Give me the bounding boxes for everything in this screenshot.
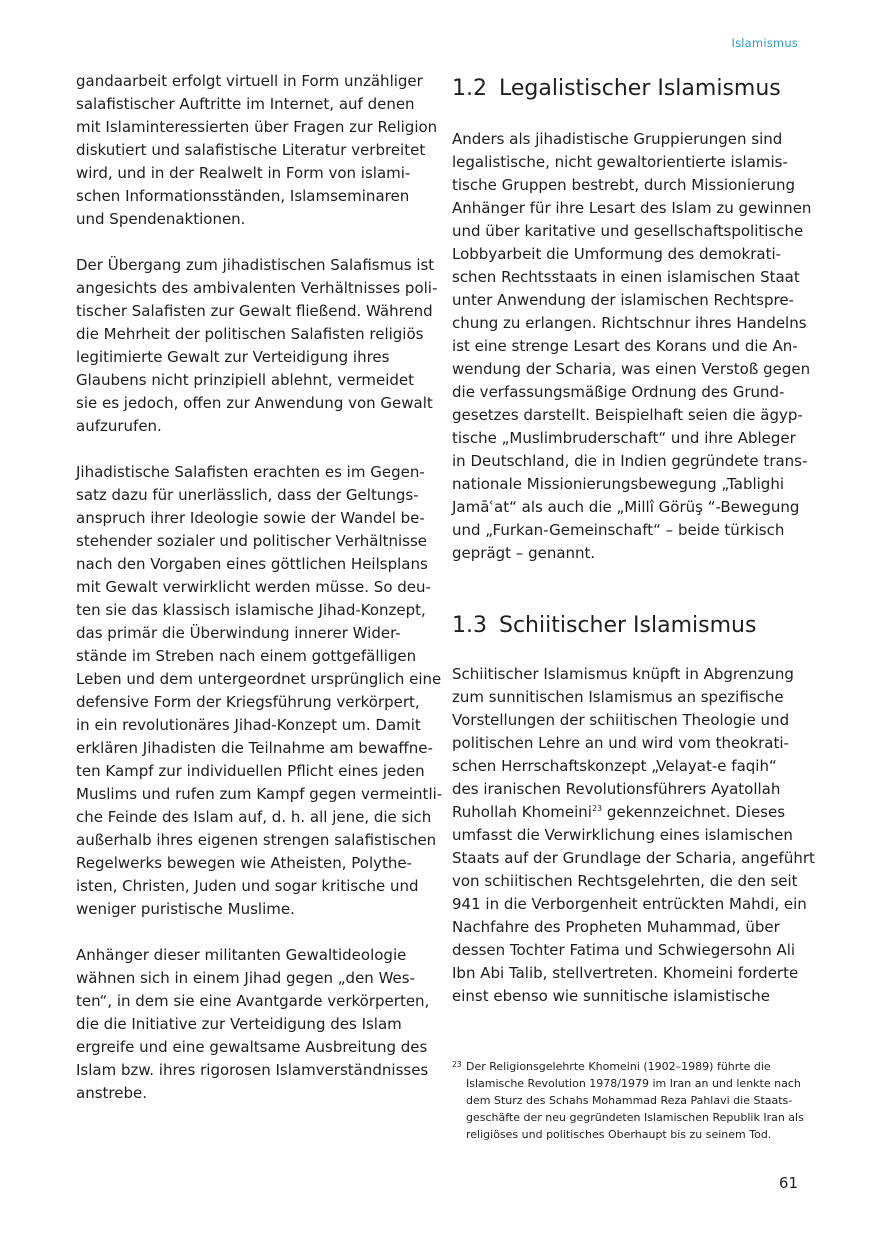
text-line: dem Sturz des Schahs Mohammad Reza Pahlavi die Staats-: [466, 1094, 793, 1107]
text-line: satz dazu für unerlässlich, dass der Geltungs-: [76, 486, 419, 504]
left-paragraph-4: [76, 944, 430, 1105]
text-line: anstrebe.: [76, 1084, 147, 1102]
text-line: religiöses und politisches Oberhaupt bis zu seinem Tod.: [466, 1128, 772, 1141]
text-line: Der Religionsgelehrte Khomeini (1902–1989) führte die: [466, 1060, 771, 1073]
text-line: politischen Lehre an und wird vom theokrati-: [452, 734, 789, 752]
section-1-2-paragraph: [452, 128, 812, 565]
text-line: einst ebenso wie sunnitische islamistische: [452, 987, 770, 1005]
text-line: isten, Christen, Juden und sogar kritische und: [76, 877, 419, 895]
text-line: die die Initiative zur Verteidigung des Islam: [76, 1015, 402, 1033]
section-1-3-paragraph: [452, 663, 815, 1008]
text-line: tischer Salafisten zur Gewalt fließend. Während: [76, 302, 433, 320]
text-line: chung zu erlangen. Richtschnur ihres Handelns: [452, 314, 807, 332]
text-line: Anhänger dieser militanten Gewaltideologie: [76, 946, 407, 964]
text-line: ten Kampf zur individuellen Pflicht eines jeden: [76, 762, 425, 780]
text-line: geschäfte der neu gegründeten Islamischen Republik Iran als: [466, 1111, 804, 1124]
section-number: 1.2: [452, 76, 487, 101]
section-number: 1.3: [452, 613, 487, 638]
text-line: des iranischen Revolutionsführers Ayatollah: [452, 780, 781, 798]
text-line: mit Islaminteressierten über Fragen zur Religion: [76, 118, 438, 136]
text-line: Islamische Revolution 1978/1979 im Iran an und lenkte nach: [466, 1077, 801, 1090]
running-head: Islamismus: [731, 36, 798, 50]
text-line: Nachfahre des Propheten Muhammad, über: [452, 918, 780, 936]
text-line: Islam bzw. ihres rigorosen Islamverständnisses: [76, 1061, 429, 1079]
text-line: Lobbyarbeit die Umformung des demokrati-: [452, 245, 782, 263]
text-line: Jihadistische Salafisten erachten es im Gegen-: [76, 463, 425, 481]
section-title: Schiitischer Islamismus: [499, 613, 757, 638]
text-line: sie es jedoch, offen zur Anwendung von Gewalt: [76, 394, 433, 412]
text-line: che Feinde des Islam auf, d. h. all jene, die sich: [76, 808, 432, 826]
text-line: das primär die Überwindung innerer Wider-: [76, 624, 401, 642]
left-paragraph-2: [76, 254, 438, 438]
text-line: ten“, in dem sie eine Avantgarde verkörperten,: [76, 992, 430, 1010]
text-line: legalistische, nicht gewaltorientierte islamis-: [452, 153, 788, 171]
text-line: zum sunnitischen Islamismus an spezifische: [452, 688, 784, 706]
text-line: und über karitative und gesellschaftspolitische: [452, 222, 804, 240]
text-line: wähnen sich in einem Jihad gegen „den Wes-: [76, 969, 415, 987]
footnote-23: [452, 1058, 804, 1143]
text-line: defensive Form der Kriegsführung verkörpert,: [76, 693, 420, 711]
text-line: erklären Jihadisten die Teilnahme am bewaffne-: [76, 739, 433, 757]
text-line: 941 in die Verborgenheit entrückten Mahdi, ein: [452, 895, 807, 913]
text-line: weniger puristische Muslime.: [76, 900, 295, 918]
text-line: außerhalb ihres eigenen strengen salafistischen: [76, 831, 437, 849]
text-line: schen Rechtsstaats in einen islamischen Staat: [452, 268, 800, 286]
text-line: tische „Muslimbruderschaft“ und ihre Ableger: [452, 429, 796, 447]
text-line: tische Gruppen bestrebt, durch Missionierung: [452, 176, 795, 194]
footnote-mark: 23: [452, 1060, 462, 1069]
text-line: unter Anwendung der islamischen Rechtspre-: [452, 291, 794, 309]
text-line: salafistischer Auftritte im Internet, auf denen: [76, 95, 415, 113]
text-line: in ein revolutionäres Jihad-Konzept um. Damit: [76, 716, 421, 734]
footnote-reference[interactable]: 23: [591, 804, 603, 813]
text-line: anspruch ihrer Ideologie sowie der Wandel be-: [76, 509, 425, 527]
text-line: und „Furkan-Gemeinschaft“ – beide türkisch: [452, 521, 785, 539]
left-column: [76, 70, 443, 1105]
left-paragraph-1: [76, 70, 438, 231]
text-line: stände im Streben nach einem gottgefälligen: [76, 647, 417, 665]
text-line: Staats auf der Grundlage der Scharia, angeführt: [452, 849, 815, 867]
text-line: die Mehrheit der politischen Salafisten religiös: [76, 325, 424, 343]
text-line: Anders als jihadistische Gruppierungen sind: [452, 130, 783, 148]
text-line: ten sie das klassisch islamische Jihad-Konzept,: [76, 601, 426, 619]
left-paragraph-3: [76, 461, 443, 921]
text-line: schen Herrschaftskonzept „Velayat-e faqih“: [452, 757, 777, 775]
text-line: diskutiert und salafistische Literatur verbreitet: [76, 141, 426, 159]
text-line: in Deutschland, die in Indien gegründete trans-: [452, 452, 808, 470]
text-line: Anhänger für ihre Lesart des Islam zu gewinnen: [452, 199, 812, 217]
text-line: gandaarbeit erfolgt virtuell in Form unzähliger: [76, 72, 423, 90]
text-line: aufzurufen.: [76, 417, 162, 435]
section-title: Legalistischer Islamismus: [499, 76, 781, 101]
page-number: 61: [778, 1174, 798, 1192]
text-line: und Spendenaktionen.: [76, 210, 246, 228]
text-line: mit Gewalt verwirklicht werden müsse. So deu-: [76, 578, 431, 596]
text-line: Schiitischer Islamismus knüpft in Abgrenzung: [452, 665, 794, 683]
text-line-with-note: [452, 801, 800, 824]
footnote-text: [452, 1058, 804, 1143]
text-line: Jamāʿat“ als auch die „Millî Görüş “-Bewegung: [452, 498, 800, 516]
text-line: dessen Tochter Fatima und Schwiegersohn Ali: [452, 941, 796, 959]
text-line: wendung der Scharia, was einen Verstoß gegen: [452, 360, 811, 378]
text-line: nationale Missionierungsbewegung „Tablighi: [452, 475, 784, 493]
text-line: ist eine strenge Lesart des Korans und die An-: [452, 337, 798, 355]
text-line: Der Übergang zum jihadistischen Salafismus ist: [76, 256, 435, 274]
section-heading-1-2: [452, 74, 800, 104]
note-line-end: gekennzeichnet. Dieses: [602, 803, 786, 821]
text-line: Regelwerks bewegen wie Atheisten, Polythe-: [76, 854, 413, 872]
text-line: Muslims und rufen zum Kampf gegen vermeintli-: [76, 785, 443, 803]
text-line: stehender sozialer und politischer Verhältnisse: [76, 532, 428, 550]
text-line: von schiitischen Rechtsgelehrten, die den seit: [452, 872, 798, 890]
note-line-start: Ruhollah Khomeini: [452, 803, 592, 821]
text-line: nach den Vorgaben eines göttlichen Heilsplans: [76, 555, 428, 573]
text-line: schen Informationsständen, Islamseminaren: [76, 187, 410, 205]
text-line: Vorstellungen der schiitischen Theologie und: [452, 711, 790, 729]
text-line: wird, und in der Realwelt in Form von islami-: [76, 164, 411, 182]
right-column: [452, 70, 815, 1008]
section-1-3-lines-before: [452, 663, 800, 801]
text-line: Glaubens nicht prinzipiell ablehnt, vermeidet: [76, 371, 415, 389]
text-line: Ibn Abi Talib, stellvertreten. Khomeini forderte: [452, 964, 799, 982]
text-line: angesichts des ambivalenten Verhältnisses poli-: [76, 279, 438, 297]
text-line: die verfassungsmäßige Ordnung des Grund-: [452, 383, 785, 401]
text-line: geprägt – genannt.: [452, 544, 596, 562]
text-line: umfasst die Verwirklichung eines islamischen: [452, 826, 793, 844]
section-heading-1-3: [452, 611, 800, 641]
text-line: Leben und dem untergeordnet ursprünglich eine: [76, 670, 442, 688]
text-line: gesetzes darstellt. Beispielhaft seien die ägyp-: [452, 406, 803, 424]
text-line: ergreife und eine gewaltsame Ausbreitung des: [76, 1038, 428, 1056]
section-1-3-lines-after: [452, 824, 815, 1008]
text-line: legitimierte Gewalt zur Verteidigung ihres: [76, 348, 390, 366]
